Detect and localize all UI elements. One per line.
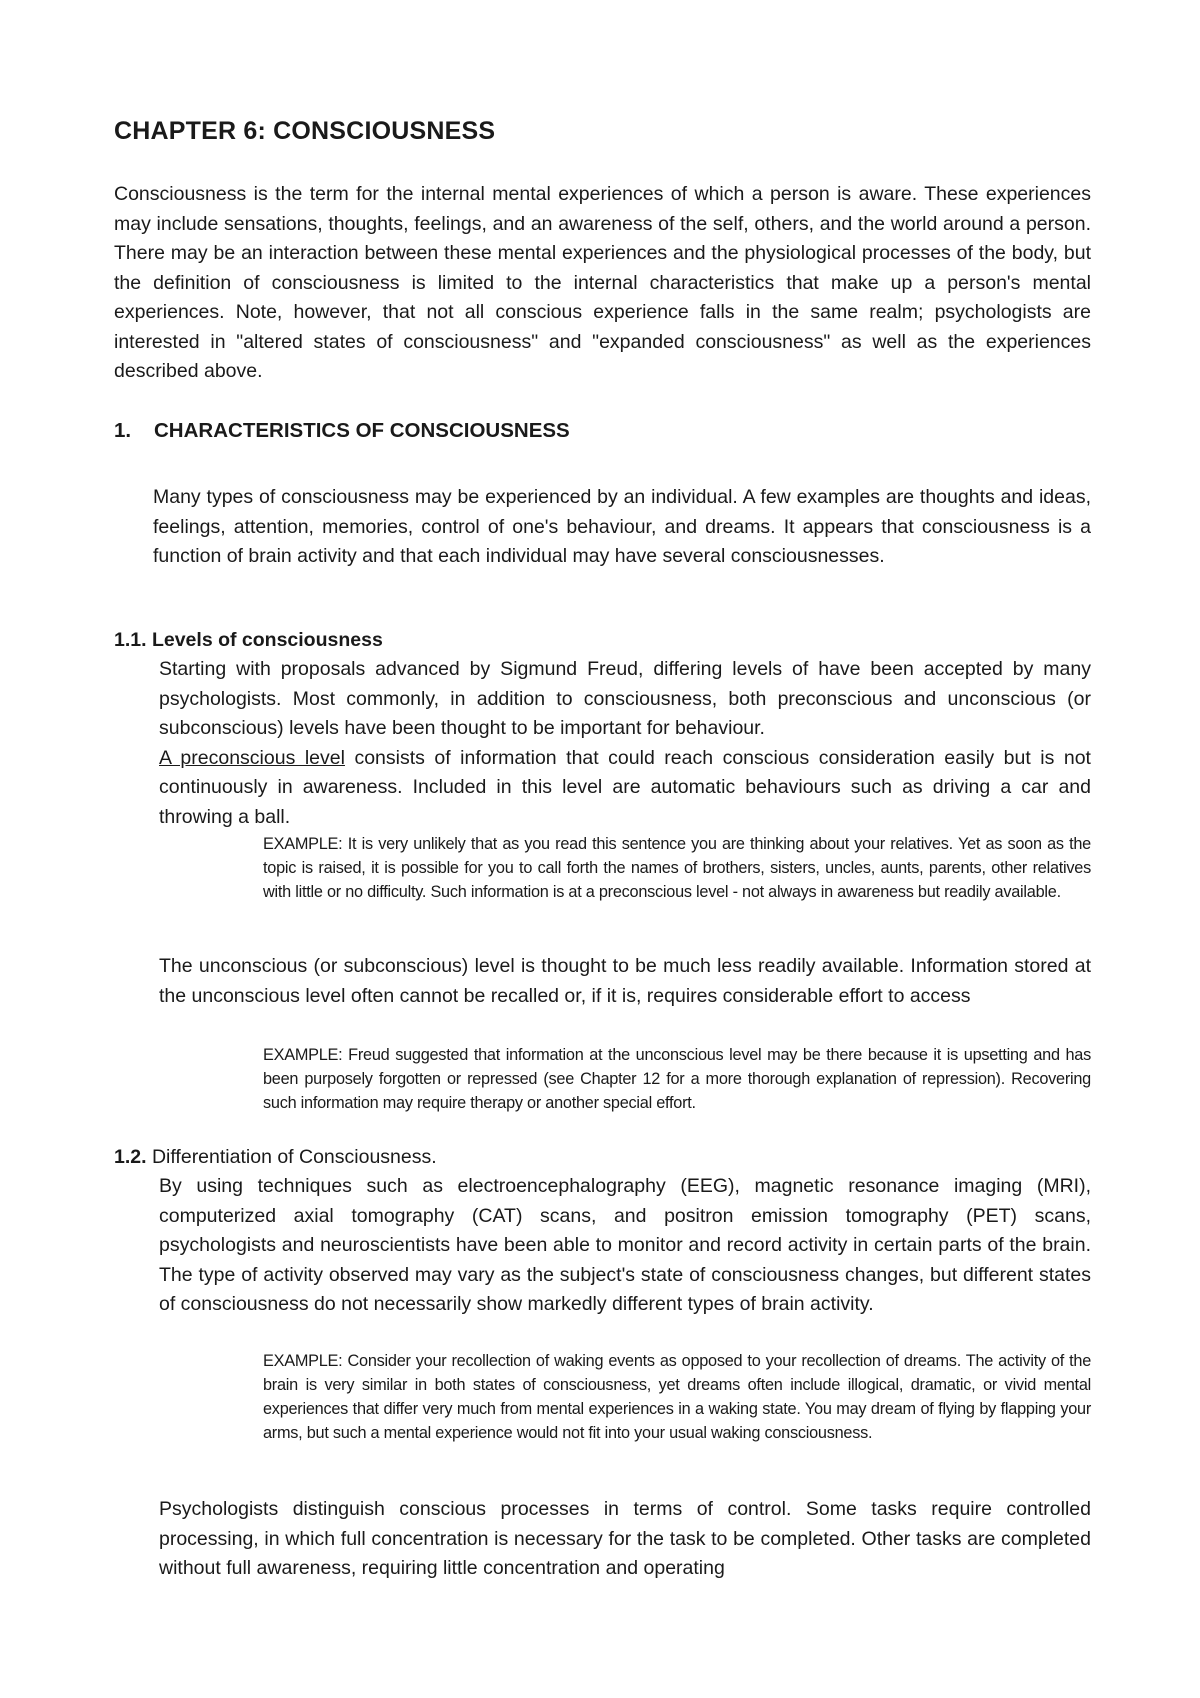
example-text: EXAMPLE: Consider your recollection of waking events as opposed to your recollection of dreams. The activity of the brain is very similar in both states of consciousness, yet dreams often include illogical, dramatic, or vivid mental experiences that differ very much from mental experiences in a waking state. You may dream of flying by flapping your arms, but such a mental experience would not fit into your usual waking consciousness. (263, 1352, 1091, 1442)
differentiation-paragraph: By using techniques such as electroencephalography (EEG), magnetic resonance imaging (MRI), computerized axial tomography (CAT) scans, and positron emission tomography (PET) scans, psychologists and neuroscientists have been able to monitor and record activity in certain parts of the brain. The type of activity observed may vary as the subject's state of consciousness changes, but different states of consciousness do not necessarily show markedly different types of brain activity. (159, 1175, 1091, 1315)
unconscious-body (159, 952, 1091, 1011)
levels-body (159, 655, 1091, 832)
subsection-heading-1-2 (114, 1143, 437, 1172)
example-dreams (263, 1349, 1091, 1445)
unconscious-paragraph: The unconscious (or subconscious) level is thought to be much less readily available. Information stored at the unconscious level often cannot be recalled or, if it is, requires considerable effort to access (159, 955, 1091, 1007)
preconscious-paragraph (159, 744, 1091, 833)
example-unconscious (263, 1043, 1091, 1115)
subsection-title: Levels of consciousness (151, 629, 383, 651)
example-text: EXAMPLE: It is very unlikely that as you read this sentence you are thinking about your relatives. Yet as soon as the topic is raised, it is possible for you to call forth the names of brothers, sisters, uncles, aunts, parents, other relatives with little or no difficulty. Such information is at a preconscious level - not always in awareness but readily available. (263, 835, 1091, 901)
differentiation-body (159, 1172, 1091, 1320)
subsection-heading-1-1 (114, 626, 383, 655)
control-paragraph: Psychologists distinguish conscious processes in terms of control. Some tasks require controlled processing, in which full concentration is necessary for the task to be completed. Other tasks are completed without full awareness, requiring little concentration and operating (159, 1498, 1091, 1579)
example-preconscious (263, 832, 1091, 904)
preconscious-term: A preconscious level (159, 746, 345, 769)
subsection-number: 1.1. (114, 629, 147, 651)
example-text: EXAMPLE: Freud suggested that information at the unconscious level may be there because it is upsetting and has been purposely forgotten or repressed (see Chapter 12 for a more thorough explanation of repression). Recovering such information may require therapy or another special effort. (263, 1046, 1091, 1112)
section-1-paragraph: Many types of consciousness may be experienced by an individual. A few examples are thoughts and ideas, feelings, attention, memories, control of one's behaviour, and dreams. It appears that consciousness is a function of brain activity and that each individual may have several consciousnesses. (153, 486, 1091, 567)
subsection-title: Differentiation of Consciousness. (146, 1146, 437, 1168)
preconscious-text: consists of information that could reach conscious consideration easily but is not continuously in awareness. Included in this level are automatic behaviours such as driving a car and throwing a ball. (159, 746, 1091, 828)
intro-paragraph: Consciousness is the term for the internal mental experiences of which a person is aware. These experiences may include sensations, thoughts, feelings, and an awareness of the self, others, and the world around a person. There may be an interaction between these mental experiences and the physiological processes of the body, but the definition of consciousness is limited to the internal characteristics that make up a person's mental experiences. Note, however, that not all conscious experience falls in the same realm; psychologists are interested in "altered states of consciousness" and "expanded consciousness" as well as the experiences described above. (114, 183, 1091, 382)
section-heading-1 (114, 419, 570, 443)
section-title: CHARACTERISTICS OF CONSCIOUSNESS (154, 419, 570, 442)
levels-paragraph: Starting with proposals advanced by Sigmund Freud, differing levels of have been accepted by many psychologists. Most commonly, in addition to consciousness, both preconscious and unconscious (or subconscious) levels have been thought to be important for behaviour. (159, 658, 1091, 739)
control-body (159, 1495, 1091, 1584)
chapter-title: CHAPTER 6: CONSCIOUSNESS (114, 117, 496, 145)
subsection-number: 1.2. (114, 1146, 147, 1168)
section-number: 1. (114, 419, 132, 442)
